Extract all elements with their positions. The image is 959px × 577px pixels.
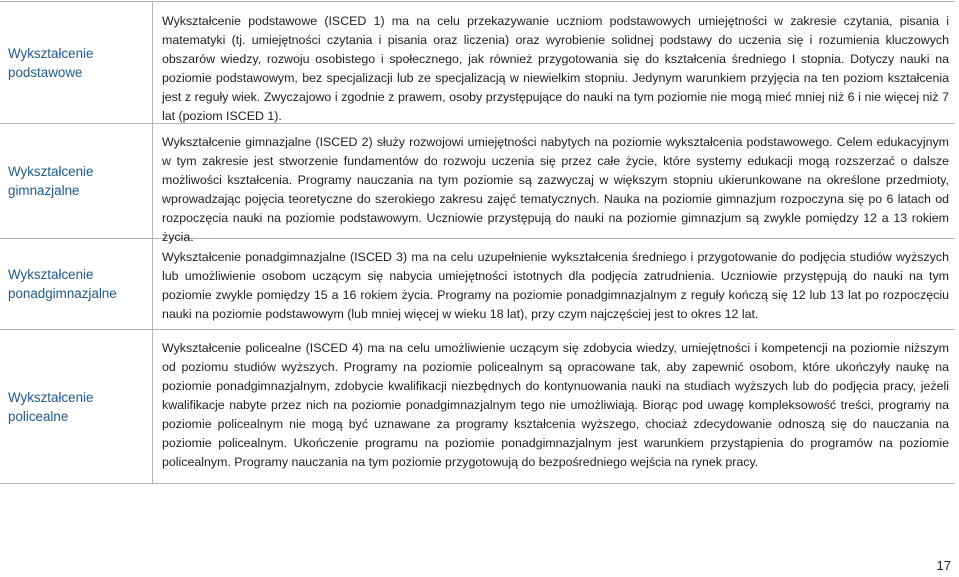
- page-number: 17: [936, 558, 951, 573]
- row-label: Wykształcenie gimnazjalne: [0, 124, 153, 238]
- table-row-post-secondary: [0, 329, 955, 483]
- table-row-lower-secondary: [0, 123, 955, 244]
- row-description: Wykształcenie policealne (ISCED 4) ma na celu umożliwienie uczącym się zdobycia wiedzy, umiejętności i kompetencji na poziomie niższym od poziomu studiów wyższych. Programy na poziomie policealnym są opracowane tak, aby zapewnić osobom, które ukończyły naukę na poziomie ponadgimnazjalnym, zdobycie kwalifikacji niezbędnych do kontynuowania nauki na studiach wyższych lub do podjęcia pracy, jeżeli kwalifikacje nabyte przez nich na poziomie ponadgimnazjalnym tego nie umożliwiają. Biorąc pod uwagę kompleksowość treści, programy na poziomie policealnym nie mogą być uznawane za programy kształcenia wyższego, chociaż zdecydowanie odnoszą się do nauczania na poziomie policealnym. Ukończenie programu na poziomie ponadgimnazjalnym jest warunkiem przystąpienia do programów na poziomie policealnym. Programy nauczania na tym poziomie przygotowują do bezpośredniego wejścia na rynek pracy.: [162, 341, 949, 469]
- education-levels-table: [0, 1, 955, 484]
- table-row-upper-secondary: [0, 238, 955, 329]
- row-label: Wykształcenie policealne: [0, 330, 153, 483]
- row-description: Wykształcenie gimnazjalne (ISCED 2) służy rozwojowi umiejętności nabytych na poziomie wykształcenia podstawowego. Celem edukacyjnym w tym zakresie jest stworzenie fundamentów do rozwoju uczenia się przez całe życie, które systemy edukacji mogą rozszerzać o dalsze możliwości kształcenia. Programy nauczania na tym poziomie są zazwyczaj w większym stopniu ukierunkowane na określone przedmioty, wprowadzając pojęcia teoretyczne do szerokiego zakresu zajęć tematycznych. Nauka na poziomie gimnazjum rozpoczyna się po 6 latach od rozpoczęcia nauki na poziomie podstawowym. Uczniowie przystępują do nauki na poziomie gimnazjum są zwykle pomiędzy 12 a 13 rokiem życia.: [162, 135, 949, 244]
- table-row-primary: [0, 2, 955, 123]
- row-description: Wykształcenie podstawowe (ISCED 1) ma na celu przekazywanie uczniom podstawowych umiejętności w zakresie czytania, pisania i matematyki (tj. umiejętności czytania i pisania oraz liczenia) oraz wyrobienie solidnej podstawy do uczenia się i rozumienia kluczowych obszarów wiedzy, rozwoju osobistego i społecznego, jak również przygotowania się do kształcenia średniego I stopnia. Dotyczy nauki na poziomie podstawowym, bez specjalizacji lub ze specjalizacją w niewielkim stopniu. Jedynym warunkiem przyjęcia na ten poziom kształcenia jest z reguły wiek. Zwyczajowo i zgodnie z prawem, osoby przystępujące do nauki na tym poziomie nie mogą mieć mniej niż 6 i nie więcej niż 7 lat (poziom ISCED 1).: [162, 14, 949, 123]
- row-label: Wykształcenie ponadgimnazjalne: [0, 239, 153, 329]
- row-label: Wykształcenie podstawowe: [0, 2, 153, 123]
- row-description: Wykształcenie ponadgimnazjalne (ISCED 3) ma na celu uzupełnienie wykształcenia średniego i przygotowanie do podjęcia studiów wyższych lub umożliwienie osobom uczącym się nabycia umiejętności istotnych dla podjęcia zatrudnienia. Uczniowie przystępują do nauki na tym poziomie zwykle pomiędzy 15 a 16 rokiem życia. Programy na poziomie ponadgimnazjalnym z reguły kończą się 12 lub 13 lat po rozpoczęciu nauki na poziomie podstawowym (lub mniej więcej w wieku 18 lat), przy czym najczęściej jest to okres 12 lat.: [162, 250, 949, 321]
